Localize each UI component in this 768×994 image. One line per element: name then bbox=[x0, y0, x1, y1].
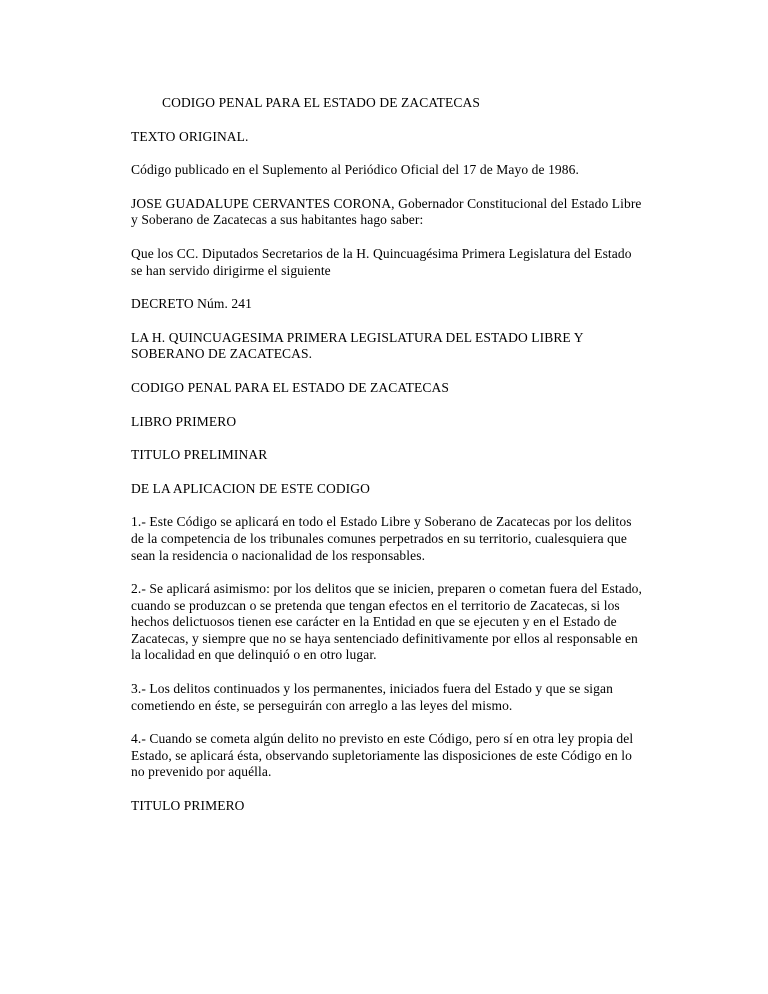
code-title: CODIGO PENAL PARA EL ESTADO DE ZACATECAS bbox=[131, 379, 449, 395]
article-4: 4.- Cuando se cometa algún delito no previsto en este Código, pero sí en otra ley propia del Estado, se aplicará ésta, observando supletoriamente las disposiciones de este Código en lo no prevenido por aquélla. bbox=[131, 731, 634, 780]
legislature-statement: Que los CC. Diputados Secretarios de la H. Quincuagésima Primera Legislatura del Estado se han servido dirigirme el siguiente bbox=[131, 245, 632, 278]
document-title: CODIGO PENAL PARA EL ESTADO DE ZACATECAS bbox=[162, 95, 480, 110]
aplicacion-heading: DE LA APLICACION DE ESTE CODIGO bbox=[131, 480, 370, 496]
texto-original-label: TEXTO ORIGINAL. bbox=[131, 128, 249, 144]
titulo-preliminar-heading: TITULO PRELIMINAR bbox=[131, 447, 268, 463]
libro-primero-heading: LIBRO PRIMERO bbox=[131, 413, 237, 429]
decree-number: DECRETO Núm. 241 bbox=[131, 296, 252, 312]
article-2: 2.- Se aplicará asimismo: por los delitos que se inicien, preparen o cometan fuera del Estado, cuando se produzcan o se pretenda que tengan efectos en el territorio de Zacatecas, si los hechos delictuosos tienen ese carácter en la Entidad en que se ejecuten y en el Estado de Zacatecas, y siempre que no se haya sentenciado definitivamente por ellos al responsable en la localidad en que delinquió o en otro lugar. bbox=[131, 581, 642, 663]
article-3: 3.- Los delitos continuados y los permanentes, iniciados fuera del Estado y que se sigan cometiendo en éste, se perseguirán con arreglo a las leyes del mismo. bbox=[131, 681, 613, 713]
article-1: 1.- Este Código se aplicará en todo el Estado Libre y Soberano de Zacatecas por los delitos de la competencia de los tribunales comunes perpetrados en su territorio, cualesquiera que sean la residencia o nacionalidad de los responsables. bbox=[131, 514, 632, 563]
governor-statement: JOSE GUADALUPE CERVANTES CORONA, Gobernador Constitucional del Estado Libre y Soberano de Zacatecas a sus habitantes hago saber: bbox=[131, 195, 642, 228]
titulo-primero-heading: TITULO PRIMERO bbox=[131, 798, 245, 814]
publication-note: Código publicado en el Suplemento al Periódico Oficial del 17 de Mayo de 1986. bbox=[131, 162, 579, 178]
legislature-heading: LA H. QUINCUAGESIMA PRIMERA LEGISLATURA DEL ESTADO LIBRE Y SOBERANO DE ZACATECAS. bbox=[131, 329, 584, 362]
